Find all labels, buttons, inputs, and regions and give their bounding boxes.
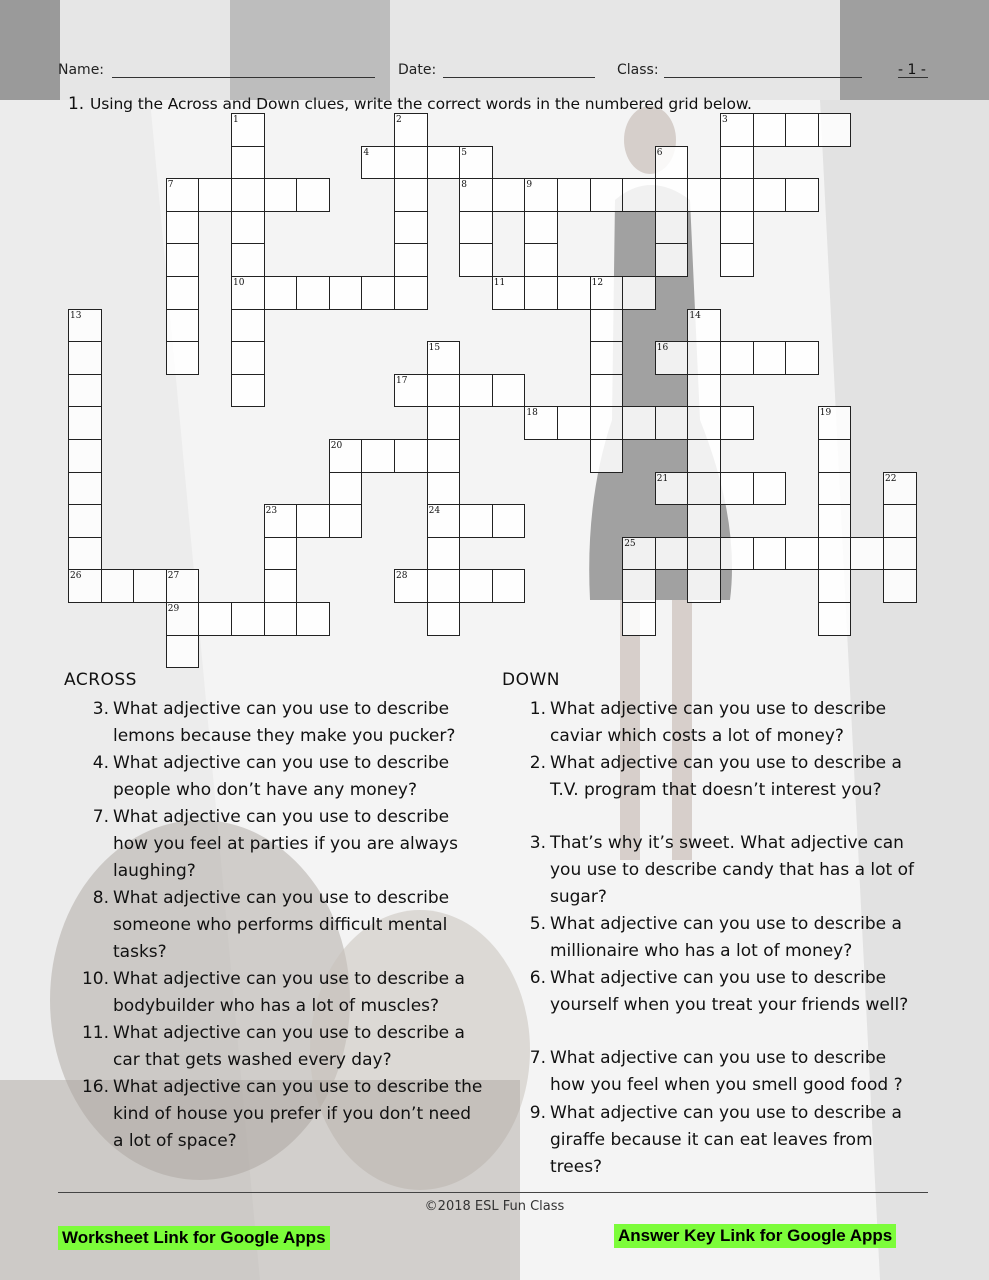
grid-cell[interactable] (492, 178, 526, 212)
cell-number: 12 (591, 278, 604, 288)
grid-cell[interactable] (785, 178, 819, 212)
grid-cell[interactable] (394, 439, 428, 473)
grid-cell[interactable] (655, 211, 689, 245)
grid-cell[interactable] (459, 211, 493, 245)
grid-cell[interactable] (394, 211, 428, 245)
grid-cell[interactable] (296, 504, 330, 538)
grid-cell[interactable] (361, 276, 395, 310)
across-clue (92, 750, 483, 804)
grid-cell[interactable] (687, 341, 721, 375)
grid-cell[interactable] (590, 406, 624, 440)
grid-cell[interactable] (655, 537, 689, 571)
grid-cell[interactable] (394, 146, 428, 180)
grid-cell[interactable] (231, 243, 265, 277)
grid-cell[interactable] (687, 504, 721, 538)
grid-cell[interactable] (427, 602, 461, 636)
across-clue (92, 804, 483, 885)
cell-number: 28 (396, 571, 408, 582)
grid-cell[interactable] (264, 602, 298, 636)
grid-cell[interactable] (361, 439, 395, 473)
name-label: Name: (58, 62, 105, 78)
grid-cell[interactable] (720, 211, 754, 245)
grid-cell[interactable] (492, 569, 526, 603)
grid-cell[interactable] (622, 178, 656, 212)
grid-cell[interactable] (231, 146, 265, 180)
grid-cell[interactable] (524, 211, 558, 245)
grid-cell[interactable] (68, 341, 102, 375)
across-clue (92, 696, 483, 750)
grid-cell[interactable] (818, 472, 852, 506)
clue-text: What adjective can you use to describe how you feel when you smell good food ? (550, 1048, 903, 1095)
cell-number: 11 (493, 278, 506, 288)
cell-number: 15 (428, 343, 441, 354)
grid-cell[interactable] (687, 569, 721, 603)
clue-number: 1. (529, 699, 546, 719)
grid-cell[interactable] (427, 374, 461, 408)
grid-cell[interactable] (459, 243, 493, 277)
cell-number: 6 (656, 147, 663, 158)
grid-cell[interactable] (427, 406, 461, 440)
clue-number: 16. (81, 1077, 109, 1097)
clue-number: 6. (529, 968, 546, 988)
grid-cell[interactable] (590, 341, 624, 375)
cell-number: 1 (233, 115, 239, 125)
cell-number: 17 (396, 375, 408, 386)
clue-number: 7. (529, 1048, 546, 1068)
grid-cell[interactable] (850, 537, 884, 571)
clue-text: That’s why it’s sweet. What adjective can you use to describe candy that has a lot of sugar? (550, 833, 914, 907)
grid-cell[interactable] (622, 602, 656, 636)
grid-cell[interactable] (394, 243, 428, 277)
grid-cell[interactable] (166, 211, 200, 245)
grid-cell[interactable] (459, 374, 493, 408)
across-clue (81, 1020, 483, 1074)
grid-cell[interactable] (655, 243, 689, 277)
grid-cell[interactable] (720, 341, 754, 375)
cell-number: 20 (330, 441, 343, 451)
grid-cell[interactable] (720, 146, 754, 180)
grid-cell[interactable] (198, 602, 232, 636)
grid-cell[interactable] (720, 537, 754, 571)
grid-cell[interactable] (231, 602, 265, 636)
grid-cell[interactable] (296, 276, 330, 310)
grid-cell[interactable] (785, 113, 819, 147)
grid-cell[interactable] (622, 276, 656, 310)
date-label: Date: (398, 62, 437, 78)
grid-cell[interactable] (427, 146, 461, 180)
grid-cell[interactable] (68, 374, 102, 408)
grid-cell[interactable] (720, 178, 754, 212)
grid-cell[interactable] (590, 374, 624, 408)
grid-cell[interactable] (329, 472, 363, 506)
grid-cell[interactable] (720, 406, 754, 440)
cell-number: 22 (885, 473, 897, 484)
footer-rule (58, 1192, 928, 1193)
grid-cell[interactable] (785, 341, 819, 375)
grid-cell[interactable] (590, 178, 624, 212)
grid-cell[interactable] (492, 374, 526, 408)
instruction-text: Using the Across and Down clues, write the correct words in the numbered grid below. (90, 95, 752, 113)
grid-cell[interactable] (264, 569, 298, 603)
grid-cell[interactable] (818, 602, 852, 636)
clue-number: 11. (81, 1023, 109, 1043)
grid-cell[interactable] (427, 537, 461, 571)
grid-cell[interactable] (753, 113, 787, 147)
cell-number: 26 (70, 571, 82, 582)
grid-cell[interactable] (231, 374, 265, 408)
clue-text: What adjective can you use to describe a T.V. program that doesn’t interest you? (550, 753, 902, 800)
cell-number: 18 (526, 408, 538, 419)
down-clue (529, 1100, 920, 1181)
grid-cell[interactable] (68, 472, 102, 506)
grid-cell[interactable] (557, 178, 591, 212)
cell-number: 5 (461, 147, 467, 158)
down-clue (529, 1045, 922, 1099)
grid-cell[interactable] (231, 341, 265, 375)
answer-key-link[interactable]: Answer Key Link for Google Apps (614, 1224, 896, 1248)
across-clue (92, 885, 483, 966)
grid-cell[interactable] (329, 276, 363, 310)
grid-cell[interactable] (785, 537, 819, 571)
grid-cell[interactable] (329, 504, 363, 538)
grid-cell[interactable] (655, 406, 689, 440)
cell-number: 19 (819, 408, 832, 419)
cell-number: 2 (396, 115, 402, 125)
grid-cell[interactable] (427, 439, 461, 473)
grid-cell[interactable] (427, 472, 461, 506)
grid-cell[interactable] (166, 635, 200, 669)
cell-number: 21 (656, 473, 669, 484)
copyright: ©2018 ESL Fun Class (424, 1199, 565, 1214)
class-label: Class: (617, 62, 659, 78)
across-clue (81, 966, 483, 1020)
down-heading: DOWN (502, 670, 560, 690)
across-heading: ACROSS (64, 670, 137, 690)
grid-cell[interactable] (720, 243, 754, 277)
clue-text: What adjective can you use to describe how you feel at parties if you are always laughing? (113, 807, 458, 881)
cell-number: 16 (656, 343, 669, 354)
cell-number: 8 (461, 180, 467, 191)
grid-cell[interactable] (427, 569, 461, 603)
grid-cell[interactable] (492, 504, 526, 538)
clue-text: What adjective can you use to describe the kind of house you prefer if you don’t need a lot of space? (113, 1077, 483, 1151)
grid-cell[interactable] (231, 211, 265, 245)
down-clue (529, 750, 920, 804)
clue-text: What adjective can you use to describe yourself when you treat your friends well? (550, 968, 909, 1015)
cell-number: 4 (363, 147, 370, 158)
worksheet-link[interactable]: Worksheet Link for Google Apps (58, 1226, 330, 1250)
grid-cell[interactable] (68, 406, 102, 440)
clue-number: 8. (92, 888, 109, 908)
down-clue (529, 830, 922, 911)
clue-number: 10. (81, 969, 109, 989)
grid-cell[interactable] (166, 243, 200, 277)
grid-cell[interactable] (524, 276, 558, 310)
grid-cell[interactable] (590, 309, 624, 343)
grid-cell[interactable] (622, 569, 656, 603)
clue-text: What adjective can you use to describe caviar which costs a lot of money? (550, 699, 887, 746)
grid-cell[interactable] (264, 537, 298, 571)
clue-text: What adjective can you use to describe people who don’t have any money? (113, 753, 450, 800)
grid-cell[interactable] (687, 472, 721, 506)
grid-cell[interactable] (687, 439, 721, 473)
grid-cell[interactable] (296, 602, 330, 636)
cell-number: 27 (167, 571, 180, 582)
clue-text: What adjective can you use to describe a millionaire who has a lot of money? (550, 914, 902, 961)
clue-number: 7. (92, 807, 109, 827)
grid-cell[interactable] (166, 341, 200, 375)
grid-cell[interactable] (687, 406, 721, 440)
clue-text: What adjective can you use to describe a car that gets washed every day? (113, 1023, 465, 1070)
grid-cell[interactable] (720, 472, 754, 506)
clue-number: 5. (529, 914, 546, 934)
grid-cell[interactable] (753, 537, 787, 571)
grid-cell[interactable] (883, 569, 917, 603)
grid-cell[interactable] (753, 341, 787, 375)
clue-number: 3. (92, 699, 109, 719)
clue-number: 3. (529, 833, 546, 853)
grid-cell[interactable] (818, 504, 852, 538)
page-number: - 1 - (898, 62, 926, 78)
across-clue (81, 1074, 485, 1155)
grid-cell[interactable] (883, 504, 917, 538)
grid-cell[interactable] (818, 113, 852, 147)
grid-cell[interactable] (524, 243, 558, 277)
grid-cell[interactable] (557, 406, 591, 440)
grid-cell[interactable] (394, 276, 428, 310)
grid-cell[interactable] (818, 569, 852, 603)
grid-cell[interactable] (101, 569, 135, 603)
cell-number: 25 (624, 538, 636, 549)
cell-number: 9 (526, 180, 533, 191)
grid-cell[interactable] (296, 178, 330, 212)
cell-number: 3 (722, 115, 728, 125)
grid-cell[interactable] (68, 504, 102, 538)
grid-cell[interactable] (655, 178, 689, 212)
grid-cell[interactable] (264, 178, 298, 212)
down-clue (529, 965, 920, 1019)
clue-text: What adjective can you use to describe a bodybuilder who has a lot of muscles? (113, 969, 465, 1016)
clue-number: 9. (529, 1103, 546, 1123)
grid-cell[interactable] (557, 276, 591, 310)
cell-number: 23 (265, 506, 278, 517)
clue-text: What adjective can you use to describe a giraffe because it can eat leaves from trees? (550, 1103, 902, 1177)
clue-number: 2. (529, 753, 546, 773)
cell-number: 13 (70, 310, 82, 321)
grid-cell[interactable] (753, 472, 787, 506)
cell-number: 7 (167, 180, 174, 191)
down-clue (529, 696, 920, 750)
down-clue (529, 911, 920, 965)
cell-number: 24 (428, 506, 441, 517)
grid-cell[interactable] (264, 276, 298, 310)
grid-cell[interactable] (198, 178, 232, 212)
grid-cell[interactable] (687, 537, 721, 571)
grid-cell[interactable] (883, 537, 917, 571)
grid-cell[interactable] (590, 439, 624, 473)
grid-cell[interactable] (166, 276, 200, 310)
grid-cell[interactable] (687, 374, 721, 408)
grid-cell[interactable] (231, 309, 265, 343)
grid-cell[interactable] (818, 537, 852, 571)
clue-number: 4. (92, 753, 109, 773)
grid-cell[interactable] (231, 178, 265, 212)
grid-cell[interactable] (687, 178, 721, 212)
grid-cell[interactable] (818, 439, 852, 473)
cell-number: 29 (167, 604, 180, 614)
grid-cell[interactable] (622, 406, 656, 440)
grid-cell[interactable] (459, 569, 493, 603)
grid-cell[interactable] (68, 537, 102, 571)
clue-text: What adjective can you use to describe lemons because they make you pucker? (113, 699, 456, 746)
instruction-number: 1. (68, 94, 85, 114)
grid-cell[interactable] (166, 309, 200, 343)
cell-number: 10 (233, 278, 245, 288)
cell-number: 14 (689, 310, 701, 321)
grid-cell[interactable] (68, 439, 102, 473)
grid-cell[interactable] (394, 178, 428, 212)
clue-text: What adjective can you use to describe someone who performs difficult mental tasks? (113, 888, 450, 962)
grid-cell[interactable] (459, 504, 493, 538)
grid-cell[interactable] (133, 569, 167, 603)
grid-cell[interactable] (753, 178, 787, 212)
